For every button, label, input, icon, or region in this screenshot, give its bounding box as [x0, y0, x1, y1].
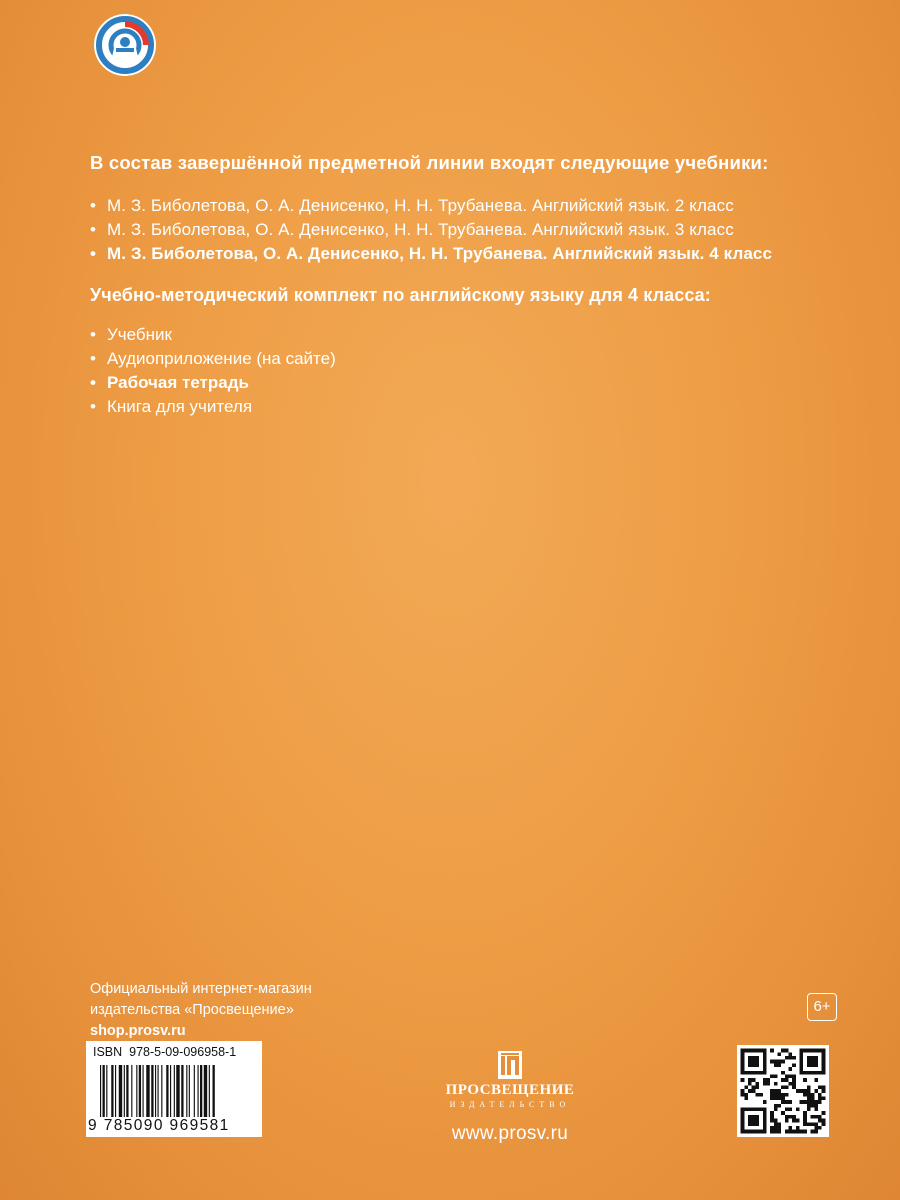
list-item: • Книга для учителя: [90, 397, 253, 416]
book-title: М. З. Биболетова, О. А. Денисенко, Н. Н. Трубанева. Английский язык. 3 класс: [107, 220, 734, 239]
shop-url-link[interactable]: shop.prosv.ru: [90, 1023, 186, 1039]
kit-item: Книга для учителя: [107, 397, 253, 416]
book-title: М. З. Биболетова, О. А. Денисенко, Н. Н. Трубанева. Английский язык. 2 класс: [107, 196, 734, 215]
list-item: • М. З. Биболетова, О. А. Денисенко, Н. Н. Трубанева. Английский язык. 4 класс: [90, 244, 773, 263]
publisher-circle-logo-icon: [92, 12, 158, 78]
list-item: • Аудиоприложение (на сайте): [90, 349, 336, 368]
list-item: • Учебник: [90, 325, 172, 344]
isbn-label: ISBN 978-5-09-096958-1: [93, 1045, 237, 1059]
textbook-list: [90, 194, 830, 266]
kit-list: [90, 323, 830, 419]
ean-digits: 9 785090 969581: [88, 1117, 230, 1134]
kit-item: Аудиоприложение (на сайте): [107, 349, 336, 368]
kit-title: Учебно-методический комплект по английскому языку для 4 класса:: [90, 285, 711, 305]
prosveshchenie-logo-icon: [497, 1050, 523, 1080]
list-item: • Рабочая тетрадь: [90, 373, 249, 392]
shop-line-1: Официальный интернет-магазин: [90, 981, 312, 997]
book-title: М. З. Биболетова, О. А. Денисенко, Н. Н. Трубанева. Английский язык. 4 класс: [107, 244, 773, 263]
kit-item: Учебник: [107, 325, 172, 344]
main-content: [90, 150, 830, 419]
intro-text: В состав завершённой предметной линии входят следующие учебники:: [90, 152, 769, 173]
kit-item: Рабочая тетрадь: [107, 373, 249, 392]
isbn-barcode: [86, 1041, 262, 1137]
publisher-url-link[interactable]: www.prosv.ru: [451, 1123, 569, 1144]
shop-info: [90, 979, 312, 1042]
list-item: • М. З. Биболетова, О. А. Денисенко, Н. Н. Трубанева. Английский язык. 2 класс: [90, 196, 734, 215]
list-item: • М. З. Биболетова, О. А. Денисенко, Н. Н. Трубанева. Английский язык. 3 класс: [90, 220, 734, 239]
publisher-block: [430, 1050, 590, 1145]
barcode-icon: [100, 1065, 250, 1117]
shop-line-2: издательства «Просвещение»: [90, 1002, 294, 1018]
publisher-name: ПРОСВЕЩЕНИЕ: [445, 1082, 575, 1098]
publisher-subtitle: ИЗДАТЕЛЬСТВО: [449, 1100, 571, 1109]
age-rating-badge: 6+: [807, 993, 837, 1021]
qr-code-icon: [737, 1045, 829, 1137]
